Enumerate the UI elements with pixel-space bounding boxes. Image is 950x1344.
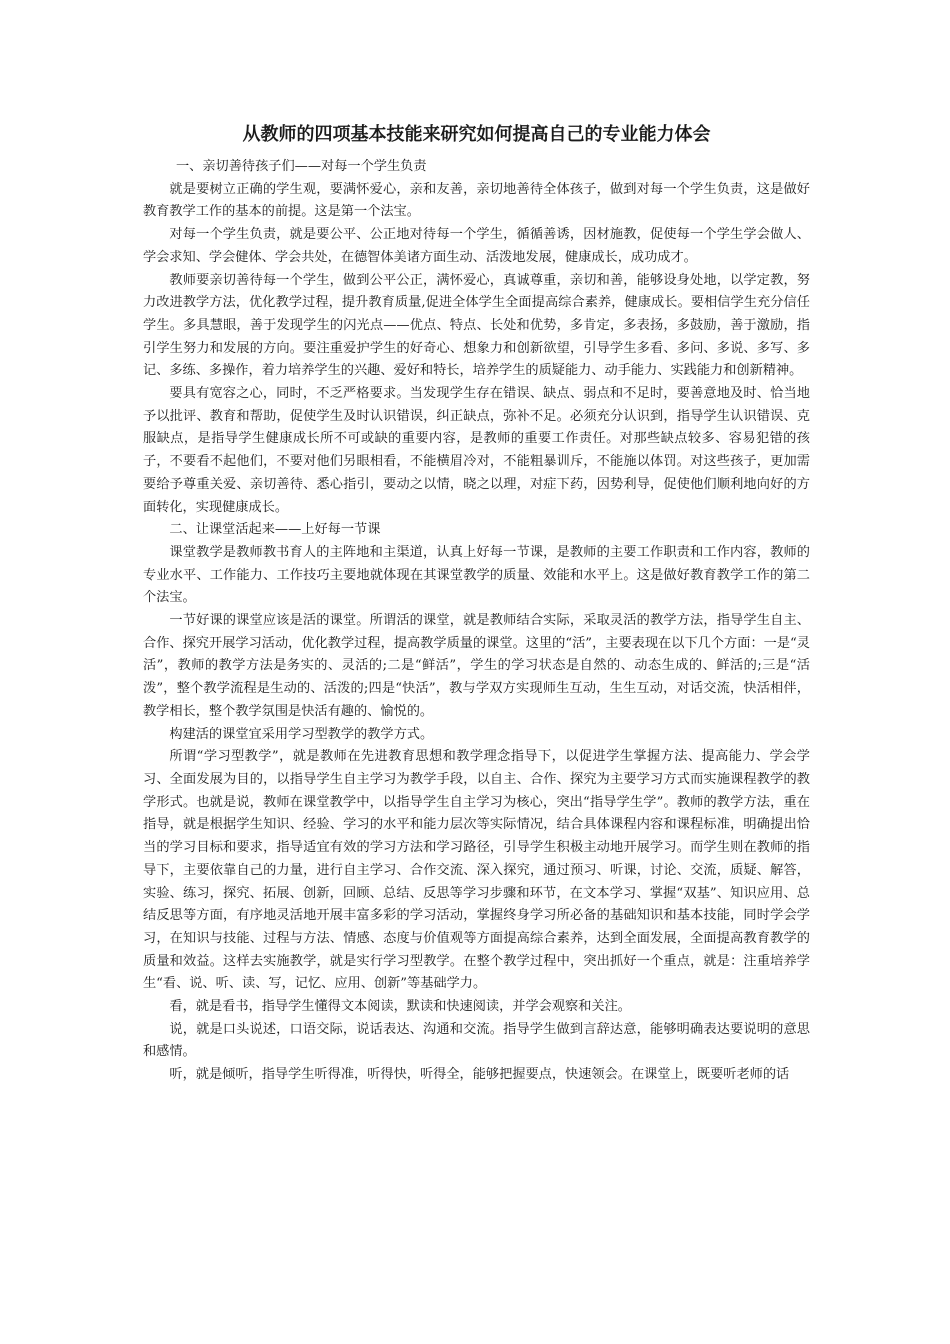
paragraph: 构建活的课堂宜采用学习型教学的教学方式。 (169, 726, 434, 742)
paragraph: 看，就是看书，指导学生懂得文本阅读，默读和快速阅读，并学会观察和关注。 (169, 999, 631, 1015)
paragraph: 所谓“学习型教学”，就是教师在先进教育思想和教学理念指导下，以促进学生掌握方法、提高能力、学会学习、全面发展为目的，以指导学生自主学习为教学手段，以自主、合作、探究为主要学习方式而实施课程教学的教学形式。也就是说，教师在课堂教学中，以指导学生自主学习为核心，突出“指导学生学”。教师的教学方法，重在指导，就是根据学生知识、经验、学习的水平和能力层次等实际情况，结合具体课程内容和课程标准，明确提出恰当的学习目标和要求，指导适宜有效的学习方法和学习路径，引导学生积极主动地开展学习。而学生则在教师的指导下，主要依靠自己的力量，进行自主学习、合作交流、深入探究，通过预习、听课，讨论、交流，质疑、解答，实验、练习，探究、拓展、创新，回顾、总结、反思等学习步骤和环节，在文本学习、掌握“双基”、知识应用、总结反思等方面，有序地灵活地开展丰富多彩的学习活动，掌握终身学习所必备的基础知识和基本技能，同时学会学习，在知识与技能、过程与方法、情感、态度与价值观等方面提高综合素养，达到全面发展，全面提高教育教学的质量和效益。这样去实施教学，就是实行学习型教学。在整个教学过程中，突出抓好一个重点，就是：注重培养学生“看、说、听、读、写，记忆、应用、创新”等基础学力。 (143, 749, 810, 992)
document-body (143, 156, 810, 1087)
section-heading-1: 一、亲切善待孩子们——对每一个学生负责 (176, 159, 427, 174)
document-page (143, 118, 810, 1087)
paragraph: 一节好课的课堂应该是活的课堂。所谓活的课堂，就是教师结合实际，采取灵活的教学方法，指导学生自主、合作、探究开展学习活动，优化教学过程，提高教学质量的课堂。这里的“活”，主要表现在以下几个方面：一是“灵活”，教师的教学方法是务实的、灵活的;二是“鲜活”，学生的学习状态是自然的、动态生成的、鲜活的;三是“活泼”，整个教学流程是生动的、活泼的;四是“快活”，教与学双方实现师生互动，生生互动，对话交流，快活相伴，教学相长，整个教学氛围是快活有趣的、愉悦的。 (143, 613, 810, 719)
paragraph: 对每一个学生负责，就是要公平、公正地对待每一个学生，循循善诱，因材施教，促使每一个学生学会做人、学会求知、学会健体、学会共处，在德智体美诸方面生动、活泼地发展，健康成长，成功成才。 (143, 227, 810, 265)
section-heading-2: 二、让课堂活起来——上好每一节课 (169, 522, 381, 538)
paragraph: 要具有宽容之心，同时，不乏严格要求。当发现学生存在错误、缺点、弱点和不足时，要善意地及时、恰当地予以批评、教育和帮助，促使学生及时认识错误，纠正缺点，弥补不足。必须充分认识到，指导学生认识错误、克服缺点，是指导学生健康成长所不可或缺的重要内容，是教师的重要工作责任。对那些缺点较多、容易犯错的孩子，不要看不起他们，不要对他们另眼相看，不能横眉冷对，不能粗暴训斥，不能施以体罚。对这些孩子，更加需要给予尊重关爱、亲切善待、悉心指引，要动之以情，晓之以理，对症下药，因势利导，促使他们顺利地向好的方面转化，实现健康成长。 (143, 386, 810, 515)
paragraph: 就是要树立正确的学生观，要满怀爱心，亲和友善，亲切地善待全体孩子，做到对每一个学生负责，这是做好教育教学工作的基本的前提。这是第一个法宝。 (143, 181, 810, 220)
document-title: 从教师的四项基本技能来研究如何提高自己的专业能力体会 (242, 124, 711, 145)
paragraph: 课堂教学是教师教书育人的主阵地和主渠道，认真上好每一节课，是教师的主要工作职责和工作内容，教师的专业水平、工作能力、工作技巧主要地就体现在其课堂教学的质量、效能和水平上。这是做好教育教学工作的第二个法宝。 (143, 544, 810, 606)
paragraph: 教师要亲切善待每一个学生，做到公平公正，满怀爱心，真诚尊重，亲切和善，能够设身处地，以学定教，努力改进教学方法，优化教学过程，提升教育质量,促进全体学生全面提高综合素养，健康成长。要相信学生充分信任学生。多具慧眼，善于发现学生的闪光点——优点、特点、长处和优势，多肯定，多表扬，多鼓励，善于激励，指引学生努力和发展的方向。要注重爱护学生的好奇心、想象力和创新欲望，引导学生多看、多问、多说、多写、多记、多练、多操作，着力培养学生的兴趣、爱好和特长，培养学生的质疑能力、动手能力、实践能力和创新精神。 (143, 272, 810, 379)
paragraph: 听，就是倾听，指导学生听得准，听得快，听得全，能够把握要点，快速领会。在课堂上，既要听老师的话 (169, 1067, 790, 1083)
paragraph: 说，就是口头说述，口语交际，说话表达、沟通和交流。指导学生做到言辞达意，能够明确表达要说明的意思和感情。 (143, 1021, 810, 1060)
